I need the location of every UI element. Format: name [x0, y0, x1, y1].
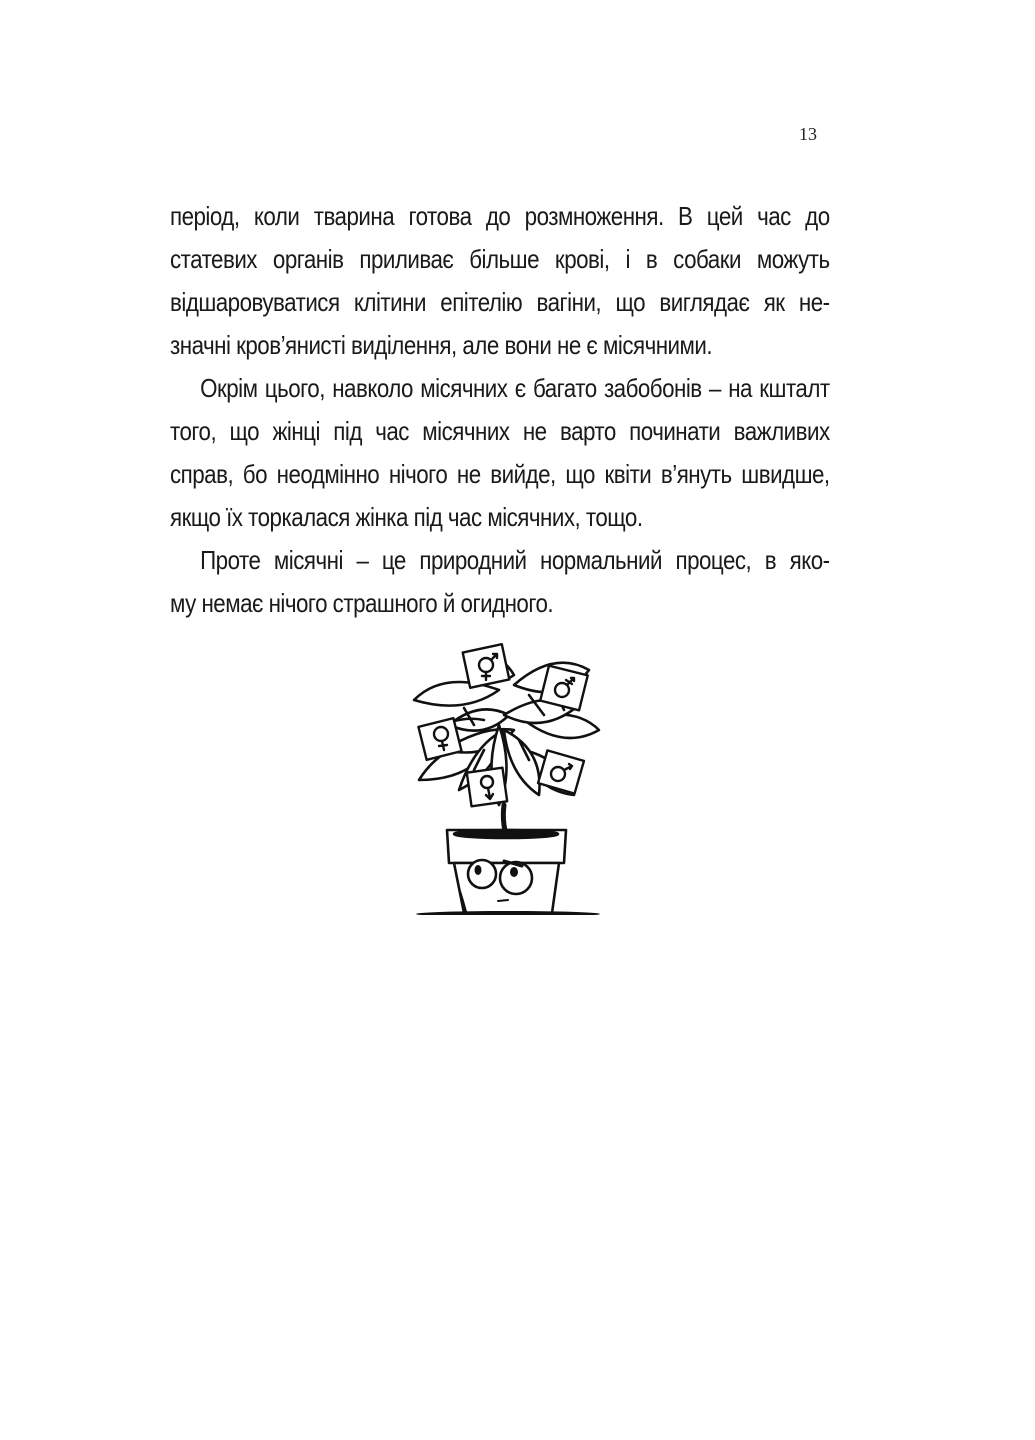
text-line: Окрім цього, навколо місячних є багато забобонів – на кшталт	[200, 373, 830, 403]
text-line: справ, бо неодмінно нічого не вийде, що квіти в’януть швидше,	[170, 459, 830, 489]
text-line: значні кров’янисті виділення, але вони не є місячними.	[170, 330, 713, 360]
potted-plant-illustration	[404, 630, 609, 915]
text-line: Проте місячні – це природний нормальний процес, в яко-	[200, 545, 830, 575]
page-number: 13	[799, 124, 817, 144]
text-line: відшаровуватися клітини епітелію вагіни, що виглядає як не-	[170, 287, 830, 317]
text-line: того, що жінці під час місячних не варто починати важливих	[170, 416, 830, 446]
body-text	[170, 195, 830, 625]
text-line: му немає нічого страшного й огидного.	[170, 588, 554, 618]
text-line: період, коли тварина готова до розмноження. В цей час до	[170, 201, 830, 231]
pot-with-face	[416, 830, 600, 915]
text-line: якщо їх торкалася жінка під час місячних, тощо.	[170, 502, 643, 532]
text-line: статевих органів приливає більше крові, і в собаки можуть	[170, 244, 830, 274]
